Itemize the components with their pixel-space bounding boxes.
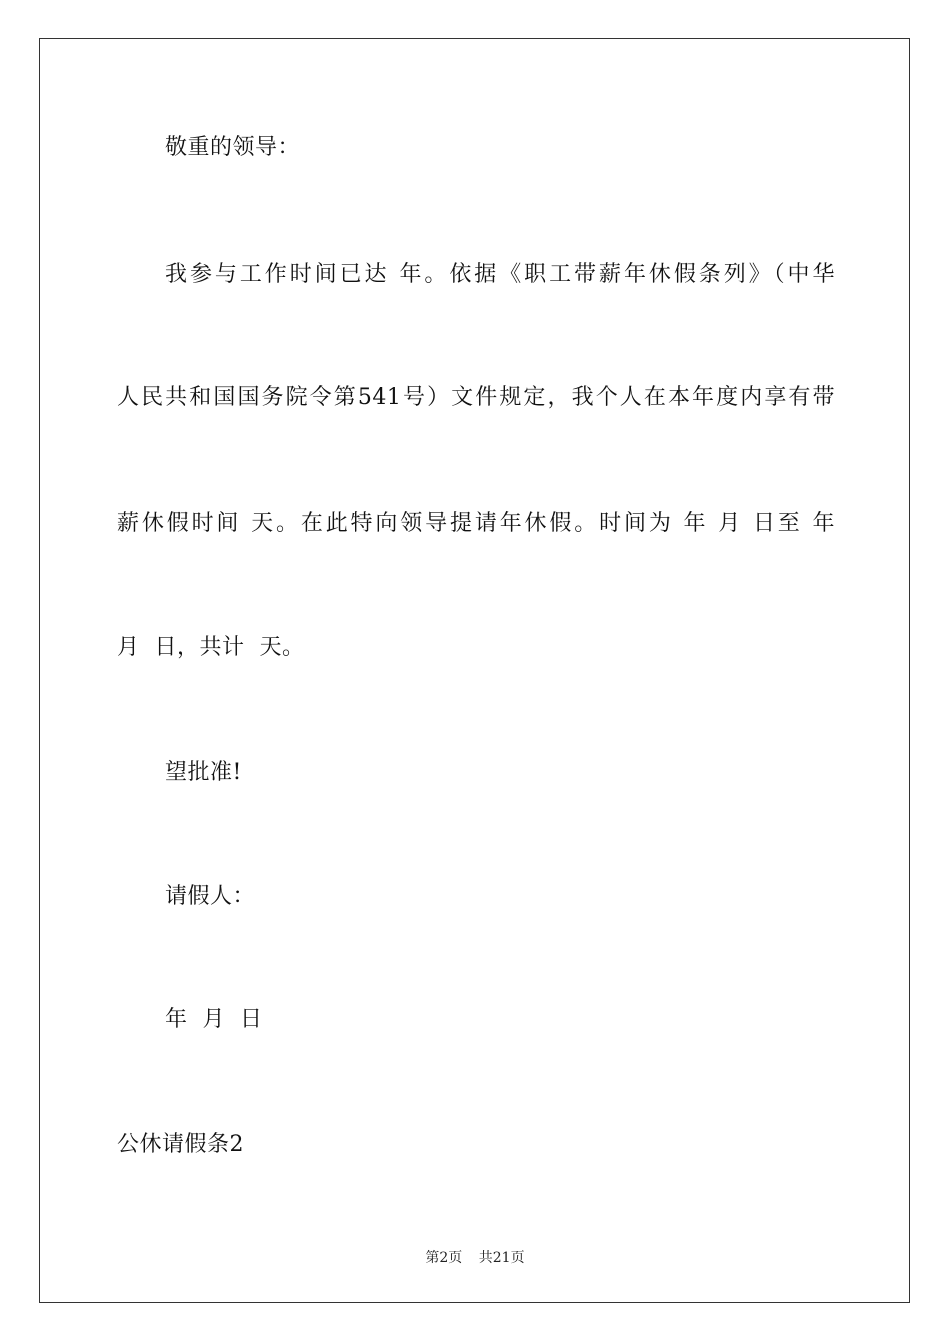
next-section-heading: 公休请假条2 <box>117 1132 244 1157</box>
date-line: 年 月 日 <box>165 1007 263 1032</box>
page-number: 第2页 <box>425 1250 463 1266</box>
body-line-4: 月 日，共计 天。 <box>117 635 305 660</box>
closing-request: 望批准! <box>165 760 242 785</box>
page-border <box>39 38 910 1303</box>
greeting: 敬重的领导： <box>165 135 301 160</box>
applicant-label: 请假人： <box>165 884 256 909</box>
total-pages: 共21页 <box>478 1250 525 1266</box>
body-line-1: 我参与工作时间已达 年。依据《职工带薪年休假条列》（中华 <box>165 262 835 287</box>
body-line-3: 薪休假时间 天。在此特向领导提请年休假。时间为 年 月 日至 年 <box>117 511 835 536</box>
body-line-2: 人民共和国国务院令第541号）文件规定，我个人在本年度内享有带 <box>117 385 835 410</box>
page-footer <box>0 1247 950 1267</box>
